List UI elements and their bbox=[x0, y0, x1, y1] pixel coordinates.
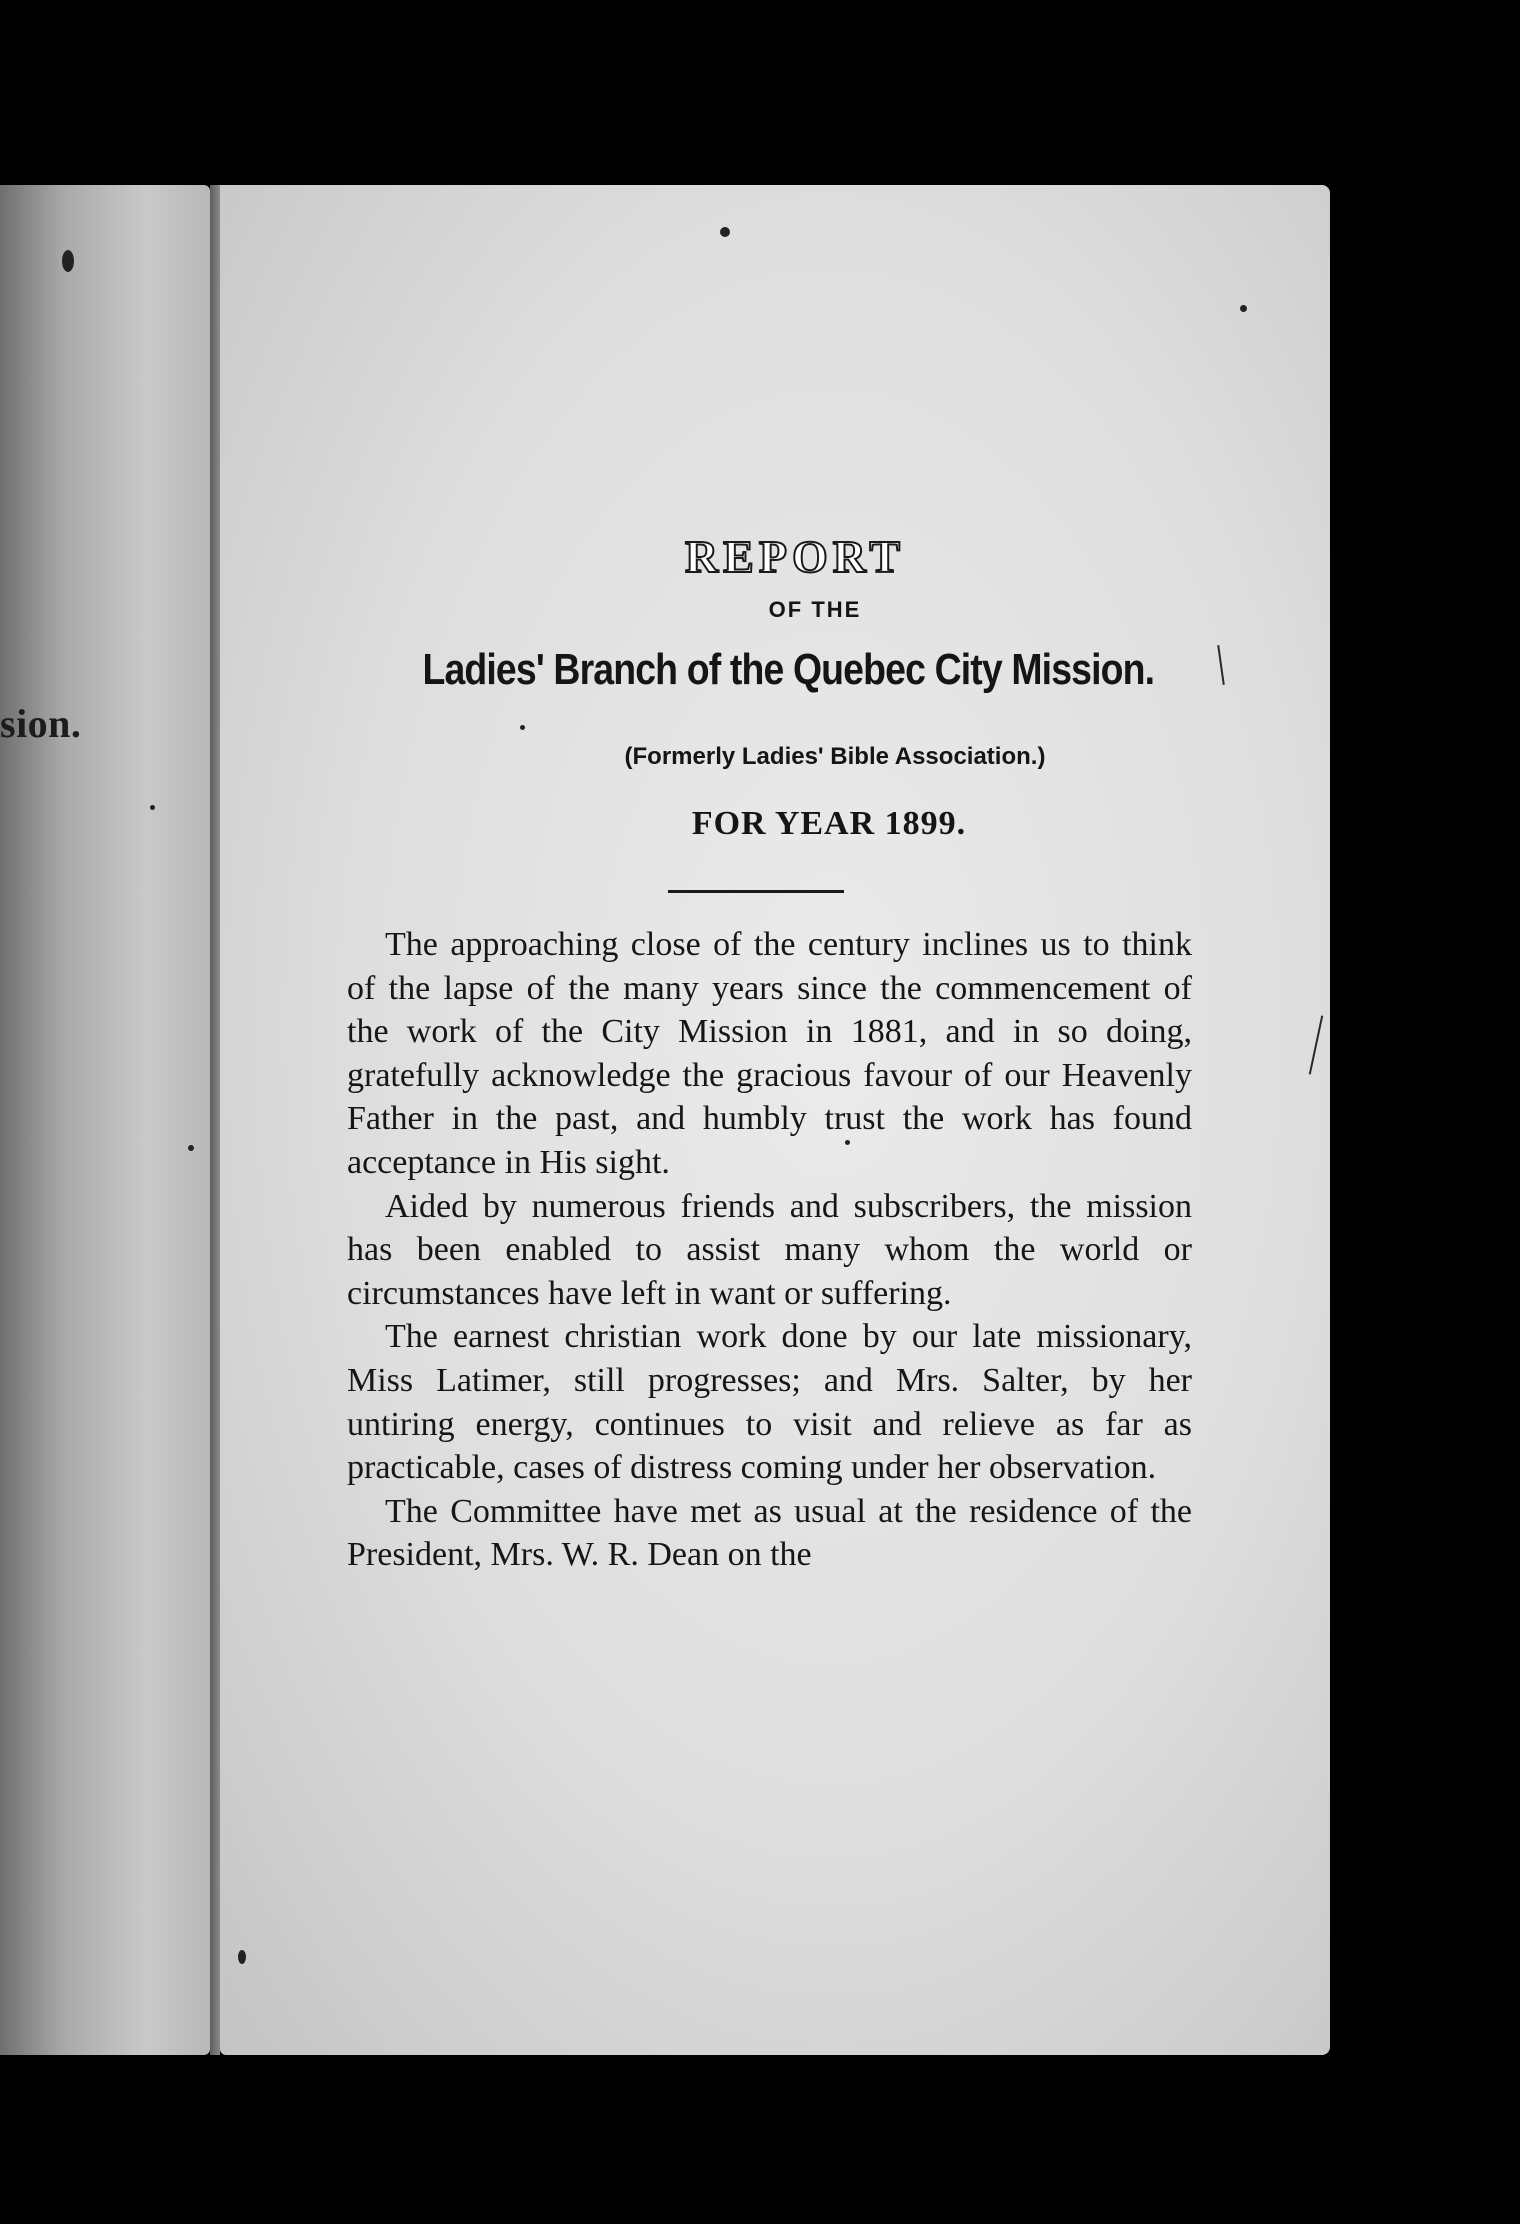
ink-blot bbox=[62, 250, 74, 272]
report-year: FOR YEAR 1899. bbox=[691, 805, 967, 842]
dust-speck bbox=[720, 227, 730, 237]
former-name: (Formerly Ladies' Bible Association.) bbox=[624, 743, 1046, 770]
dust-speck bbox=[238, 1950, 246, 1964]
report-heading: REPORT bbox=[684, 531, 906, 582]
facing-page bbox=[0, 185, 210, 2055]
title-rule bbox=[668, 890, 844, 893]
organization-title: Ladies' Branch of the Quebec City Mission. bbox=[422, 645, 1155, 694]
paragraph: The Committee have met as usual at the residence of the President, Mrs. W. R. Dean on the bbox=[347, 1492, 1192, 1574]
dust-speck bbox=[845, 1140, 850, 1145]
speck bbox=[188, 1145, 194, 1151]
paragraph: The earnest christian work done by our late missionary, Miss Latimer, still progresses; and Mrs. Salter, by her untiring energy, continues to visit and relieve as far as practicable, cases of distress coming under her observation. bbox=[347, 1318, 1192, 1487]
paragraph: The approaching close of the century inclines us to think of the lapse of the many years since the commencement of the work of the City Mission in 1881, and in so doing, gratefully acknowledge the gracious favour of our Heavenly Father in the past, and humbly trust the work has found acceptance in His sight. bbox=[347, 926, 1192, 1181]
facing-page-text-fragment: sion. bbox=[0, 701, 82, 746]
document-page bbox=[220, 185, 1330, 2055]
dust-speck bbox=[520, 725, 525, 730]
page-gutter bbox=[210, 185, 220, 2055]
paragraph: Aided by numerous friends and subscribers, the mission has been enabled to assist many whom the world or circumstances have left in want or suffering. bbox=[347, 1187, 1192, 1312]
speck bbox=[150, 805, 155, 810]
dust-speck bbox=[1240, 305, 1247, 312]
film-scratch bbox=[1309, 1015, 1323, 1074]
of-the-line: OF THE bbox=[768, 597, 862, 622]
report-body bbox=[347, 923, 1192, 1577]
